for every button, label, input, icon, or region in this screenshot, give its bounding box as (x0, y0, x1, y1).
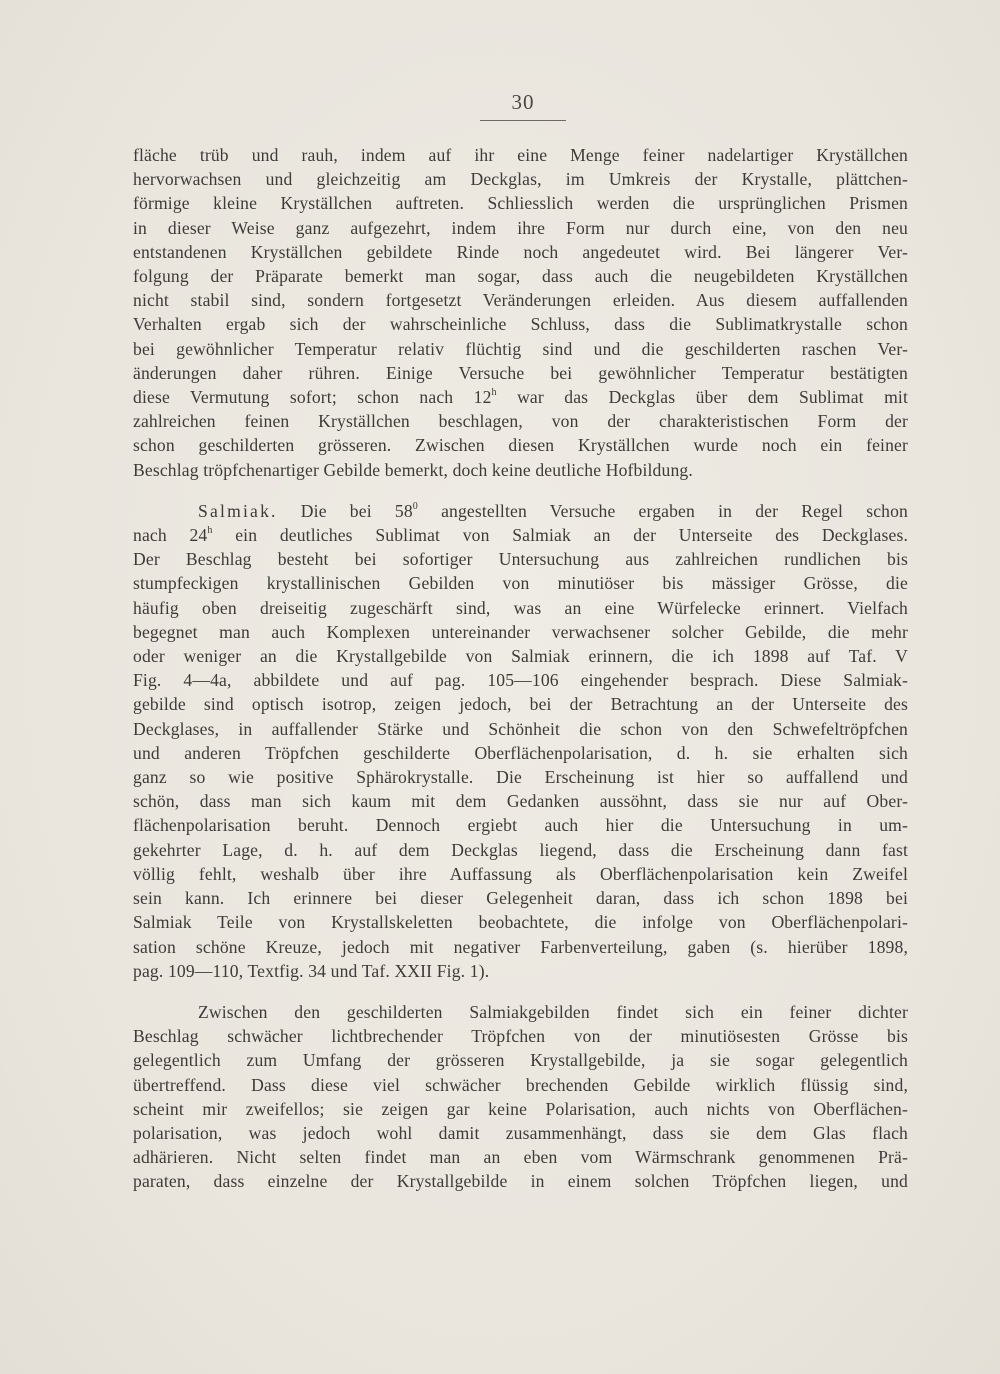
text-line (133, 385, 908, 409)
text-run: ein deutliches Sublimat von Salmiak an der Unterseite des Deckglases. (212, 525, 909, 546)
text-line: entstandenen Kryställchen gebildete Rinde noch angedeutet wird. Bei längerer Ver- (133, 241, 908, 262)
text-line: sein kann. Ich erinnere bei dieser Gelegenheit daran, dass ich schon 1898 bei (133, 888, 908, 909)
text-line: hervorwachsen und gleichzeitig am Deckglas, im Umkreis der Krystalle, plättchen- (133, 169, 908, 190)
text-line: förmige kleine Kryställchen auftreten. Schliesslich werden die ursprünglichen Prismen (133, 193, 908, 214)
text-line: bei gewöhnlicher Temperatur relativ flüchtig sind und die geschilderten raschen Ver- (133, 338, 908, 359)
text-line: übertreffend. Dass diese viel schwächer brechenden Gebilde wirklich flüssig sind, (133, 1074, 908, 1095)
text-line: Zwischen den geschilderten Salmiakgebilden findet sich ein feiner dichter (198, 1001, 908, 1022)
text-line: Fig. 4—4a, abbildete und auf pag. 105—106 eingehender besprach. Diese Salmiak- (133, 670, 908, 691)
text-line: schon geschilderten grösseren. Zwischen diesen Kryställchen wurde noch ein feiner (133, 435, 908, 456)
text-line: scheint mir zweifellos; sie zeigen gar keine Polarisation, auch nichts von Oberflächen- (133, 1098, 908, 1119)
paragraph (133, 1000, 908, 1194)
superscript: 0 (412, 500, 418, 512)
text-line: stumpfeckigen krystallinischen Gebilden von minutiöser bis mässiger Grösse, die (133, 573, 908, 594)
text-run: war das Deckglas über dem Sublimat mit (496, 387, 909, 408)
text-run: diese Vermutung sofort; schon nach 12 (133, 387, 492, 408)
text-line: Beschlag tröpfchenartiger Gebilde bemerkt, doch keine deutliche Hofbildung. (133, 459, 693, 480)
text-line: begegnet man auch Komplexen untereinander verwachsener solcher Gebilde, die mehr (133, 621, 908, 642)
paragraph (133, 499, 908, 983)
text-line: sation schöne Kreuze, jedoch mit negativer Farbenverteilung, gaben (s. hierüber 1898, (133, 936, 908, 957)
superscript: h (207, 525, 213, 537)
paragraph (133, 143, 908, 482)
text-line: Der Beschlag besteht bei sofortiger Untersuchung aus zahlreichen rundlichen bis (133, 549, 908, 570)
text-line: nicht stabil sind, sondern fortgesetzt Veränderungen erleiden. Aus diesem auffallenden (133, 290, 908, 311)
text-run: Die bei 58 (277, 500, 413, 521)
body-text (133, 143, 908, 1194)
text-line (133, 523, 908, 547)
text-line: adhärieren. Nicht selten findet man an eben vom Wärmschrank genommenen Prä- (133, 1147, 908, 1168)
text-run: nach 24 (133, 525, 208, 546)
section-lead: Salmiak. (198, 500, 278, 521)
text-line: in dieser Weise ganz aufgezehrt, indem ihre Form nur durch eine, von den neu (133, 217, 908, 238)
text-line: paraten, dass einzelne der Krystallgebilde in einem solchen Tröpfchen liegen, und (133, 1171, 908, 1192)
text-line: Salmiak Teile von Krystallskeletten beobachtete, die infolge von Oberflächenpolari- (133, 912, 908, 933)
text-line: und anderen Tröpfchen geschilderte Oberflächenpolarisation, d. h. sie erhalten sich (133, 742, 908, 763)
text-line: gebilde sind optisch isotrop, zeigen jedoch, bei der Betrachtung an der Unterseite des (133, 694, 908, 715)
text-line: flächenpolarisation beruht. Dennoch ergiebt auch hier die Untersuchung in um- (133, 815, 908, 836)
text-line: gekehrter Lage, d. h. auf dem Deckglas liegend, dass die Erscheinung dann fast (133, 839, 908, 860)
text-line: folgung der Präparate bemerkt man sogar, dass auch die neugebildeten Kryställchen (133, 266, 908, 287)
text-line: gelegentlich zum Umfang der grösseren Krystallgebilde, ja sie sogar gelegentlich (133, 1050, 908, 1071)
text-line: polarisation, was jedoch wohl damit zusammenhängt, dass sie dem Glas flach (133, 1122, 908, 1143)
text-line (133, 499, 908, 523)
text-line: fläche trüb und rauh, indem auf ihr eine Menge feiner nadelartiger Kryställchen (133, 145, 908, 165)
text-line: schön, dass man sich kaum mit dem Gedanken aussöhnt, dass sie nur auf Ober- (133, 791, 908, 812)
text-line: völlig fehlt, weshalb über ihre Auffassung als Oberflächenpolarisation kein Zweifel (133, 863, 908, 884)
page-number: 30 (480, 90, 566, 121)
text-line: ganz so wie positive Sphärokrystalle. Die Erscheinung ist hier so auffallend und (133, 767, 908, 788)
superscript: h (491, 387, 497, 399)
text-run: angestellten Versuche ergaben in der Regel schon (417, 500, 908, 521)
text-line: Deckglases, in auffallender Stärke und Schönheit die schon von den Schwefeltröpfchen (133, 718, 908, 739)
text-line: änderungen daher rühren. Einige Versuche bei gewöhnlicher Temperatur bestätigten (133, 362, 908, 383)
text-line: zahlreichen feinen Kryställchen beschlagen, von der charakteristischen Form der (133, 411, 908, 432)
text-line: Beschlag schwächer lichtbrechender Tröpfchen von der minutiösesten Grösse bis (133, 1026, 908, 1047)
text-line: pag. 109—110, Textfig. 34 und Taf. XXII Fig. 1). (133, 960, 490, 981)
text-line: oder weniger an die Krystallgebilde von Salmiak erinnern, die ich 1898 auf Taf. V (133, 646, 908, 667)
text-line: häufig oben dreiseitig zugeschärft sind, was an eine Würfelecke erinnert. Vielfach (133, 597, 908, 618)
text-line: Verhalten ergab sich der wahrscheinliche Schluss, dass die Sublimatkrystalle schon (133, 314, 908, 335)
